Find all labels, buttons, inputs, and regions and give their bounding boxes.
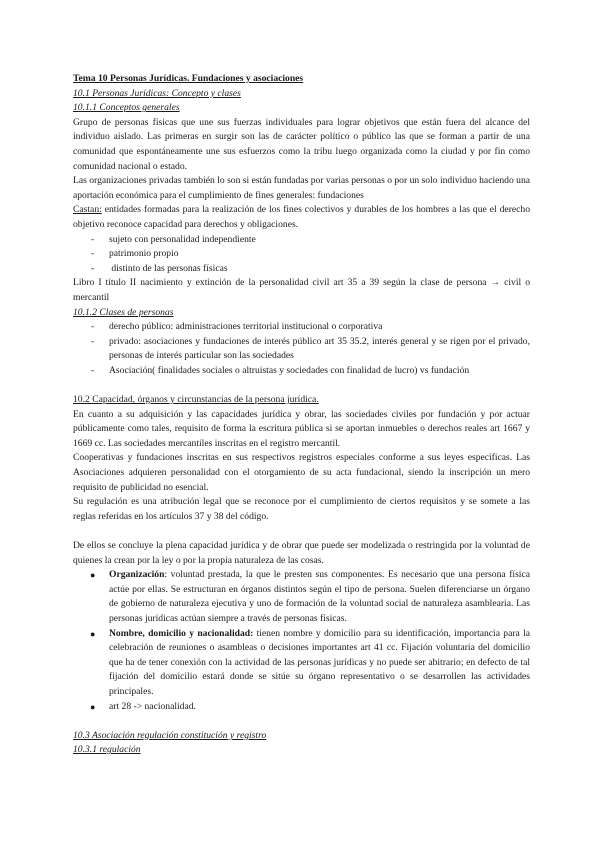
subsection-heading-10-3-1: 10.3.1 regulación [73,744,141,756]
list-item: - derecho público: administraciones territorial institucional o corporativa [73,320,530,335]
castan-label: Castan: [73,204,102,216]
paragraph: Grupo de personas físicas que une sus fuerzas individuales para lograr objetivos que están fuera del alcance del individuo aislado. Las primeras en surgir son las de carácter político o público las que se forman a partir de una comunidad que espontáneamente une sus esfuerzos como la tribu luego organizada como la ciudad y por fin como comunidad nacional o estado. [73,116,530,172]
bullet-icon: ● [90,628,96,639]
dash-icon: - [91,262,95,274]
spacer [73,524,530,539]
paragraph: Las organizaciones privadas también lo son si están fundadas por varias personas o por un solo individuo haciendo una aportación económica para el cumplimiento de fines generales: fundaciones [73,175,531,201]
classes-list [73,320,530,378]
dash-icon: - [91,335,95,347]
list-item: ● Nombre, domicilio y nacionalidad: tienen nombre y domicilio para su identificación, importancia para la celebración de reuniones o asambleas o decisiones importantes art 41 cc. Fijación voluntaria del domicilio que ha de tener conexión con la actividad de las personas jurídicas y no puede ser abitrario; en defecto de tal fijación del domicilio estará donde se sitúe su órgano representativo o se desarrollen las actividades principales. [90,627,530,697]
characteristics-list [73,233,530,277]
list-item: - sujeto con personalidad independiente [73,233,530,248]
paragraph: Libro I título II nacimiento y extinción de la personalidad civil art 35 a 39 según la clase de persona → civil o mercantil [73,277,530,303]
paragraph: Cooperativas y fundaciones inscritas en sus respectivos registros especiales conforme a sus leyes específicas. Las Asociaciones adquieren personalidad con el otorgamiento de su acta fundacional, siendo la inscripción un mero requisito de publicidad no esencial. [73,452,530,493]
dash-icon: - [91,248,95,260]
dash-icon: - [91,233,95,245]
section-heading-10-3: 10.3 Asociación regulación constitución y registro [73,729,267,741]
dash-icon: - [91,321,95,333]
paragraph: De ellos se concluye la plena capacidad jurídica y de obrar que puede ser modelizada o restringida por la voluntad de quienes la crean por la ley o por la propia naturaleza de las cosas. [73,540,530,566]
spacer [73,378,530,393]
list-item: ● art 28 -> nacionalidad. [73,700,530,715]
dash-icon: - [91,364,95,376]
spacer [73,714,530,729]
paragraph: En cuanto a su adquisición y las capacidades jurídica y obrar, las sociedades civiles por fundación y por actuar públicamente como tales, requisito de forma la escritura pública si se aportan inmuebles o derechos reales art 1667 y 1669 cc. Las sociedades mercantiles inscritas en el registro mercantil. [73,408,530,449]
list-item: ● Organización: voluntad prestada, la que le presten sus componentes. Es necesario que una persona física actúe por ellas. Se estructuran en órganos distintos según el tipo de persona. Suelen diferenciarse un órgano de gobierno de naturaleza ejecutiva y uno de formación de la voluntad social de naturaleza asamblearia. Las personas jurídicas actúan siempre a través de personas físicas. [90,569,530,624]
bullet-icon: ● [90,570,96,581]
list-item: - patrimonio propio [73,247,530,262]
paragraph: Su regulación es una atribución legal que se reconoce por el cumplimiento de ciertos requisitos y se somete a las reglas referidas en los artículos 37 y 38 del código. [73,496,530,522]
subsection-heading-10-1-2: 10.1.2 Clases de personas [73,306,174,318]
section-heading-10-1: 10.1 Personas Jurídicas: Concepto y clases [73,87,241,99]
castan-definition: entidades formadas para la realización de los fines colectivos y durables de los hombres a las que el derecho objetivo reconoce capacidad para derechos y obligaciones. [73,204,530,230]
paragraph [73,203,530,232]
document-page [73,72,530,758]
section-heading-10-2: 10.2 Capacidad, órganos y circunstancias de la persona jurídica. [73,394,319,406]
document-title: Tema 10 Personas Jurídicas. Fundaciones y asociaciones [73,73,304,84]
attributes-bullet-list [73,568,530,714]
list-item: - distinto de las personas físicas [73,262,530,277]
list-item: - Asociación( finalidades sociales o altruistas y sociedades con finalidad de lucro) vs fundación [73,364,530,379]
bullet-icon: ● [90,701,96,712]
list-item: - privado: asociaciones y fundaciones de interés público art 35 35.2, interés general y se rigen por el privado, personas de interés particular son las sociedades [91,335,530,362]
subsection-heading-10-1-1: 10.1.1 Conceptos generales [73,102,180,114]
